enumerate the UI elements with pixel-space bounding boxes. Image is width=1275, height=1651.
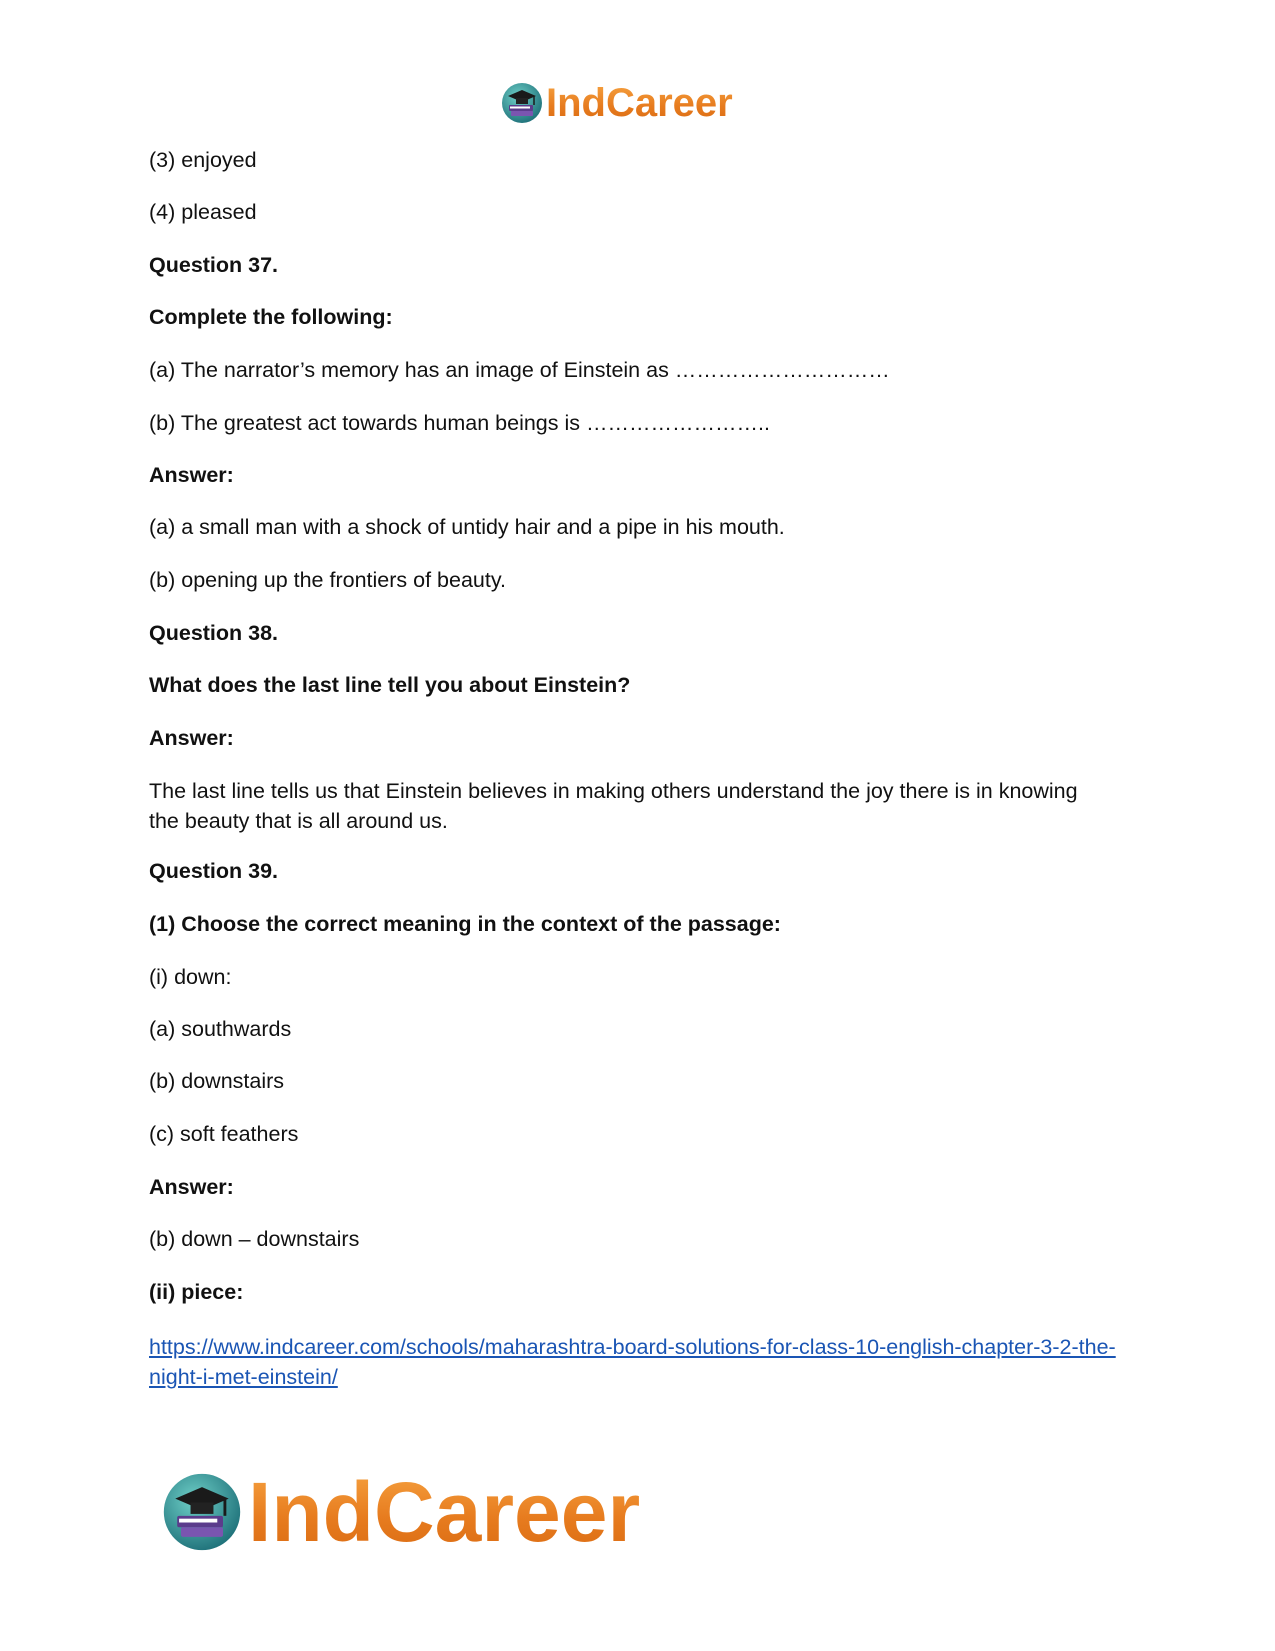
- answer-37-a: (a) a small man with a shock of untidy hair and a pipe in his mouth.: [149, 515, 785, 539]
- option-3-enjoyed: (3) enjoyed: [149, 148, 257, 172]
- sub-question-ii: (ii) piece:: [149, 1280, 244, 1304]
- answer-label: Answer:: [149, 1175, 234, 1199]
- question-38-heading: Question 38.: [149, 621, 279, 645]
- question-39-heading: Question 39.: [149, 859, 279, 883]
- question-38-prompt: What does the last line tell you about Einstein?: [149, 673, 631, 697]
- answer-37-b: (b) opening up the frontiers of beauty.: [149, 568, 506, 592]
- answer-label: Answer:: [149, 463, 234, 487]
- option-b: (b) downstairs: [149, 1069, 285, 1093]
- source-link[interactable]: https://www.indcareer.com/schools/maharashtra-board-solutions-for-class-10-english-chapter-3-2-the-night-i-met-einstein/: [149, 1335, 1116, 1389]
- graduation-cap-icon: [500, 81, 544, 125]
- question-37-item-a: (a) The narrator’s memory has an image of Einstein as …………………………: [149, 358, 890, 382]
- option-a: (a) southwards: [149, 1017, 292, 1041]
- question-37-heading: Question 37.: [149, 253, 279, 277]
- answer-label: Answer:: [149, 726, 234, 750]
- question-39-prompt: (1) Choose the correct meaning in the context of the passage:: [149, 912, 781, 936]
- answer-39-i: (b) down – downstairs: [149, 1227, 360, 1251]
- header-logo: [500, 80, 733, 126]
- option-c: (c) soft feathers: [149, 1122, 299, 1146]
- answer-38-paragraph: The last line tells us that Einstein believes in making others understand the joy there is in knowing the beauty that is all around us.: [149, 779, 1078, 833]
- footer-logo-text: IndCareer: [248, 1464, 641, 1559]
- sub-question-i: (i) down:: [149, 965, 232, 989]
- graduation-cap-icon: [160, 1470, 244, 1554]
- header-logo-text: IndCareer: [546, 80, 733, 125]
- footer-logo: [160, 1466, 640, 1558]
- question-37-prompt: Complete the following:: [149, 305, 393, 329]
- option-4-pleased: (4) pleased: [149, 200, 257, 224]
- question-37-item-b: (b) The greatest act towards human beings is ……………………..: [149, 411, 770, 435]
